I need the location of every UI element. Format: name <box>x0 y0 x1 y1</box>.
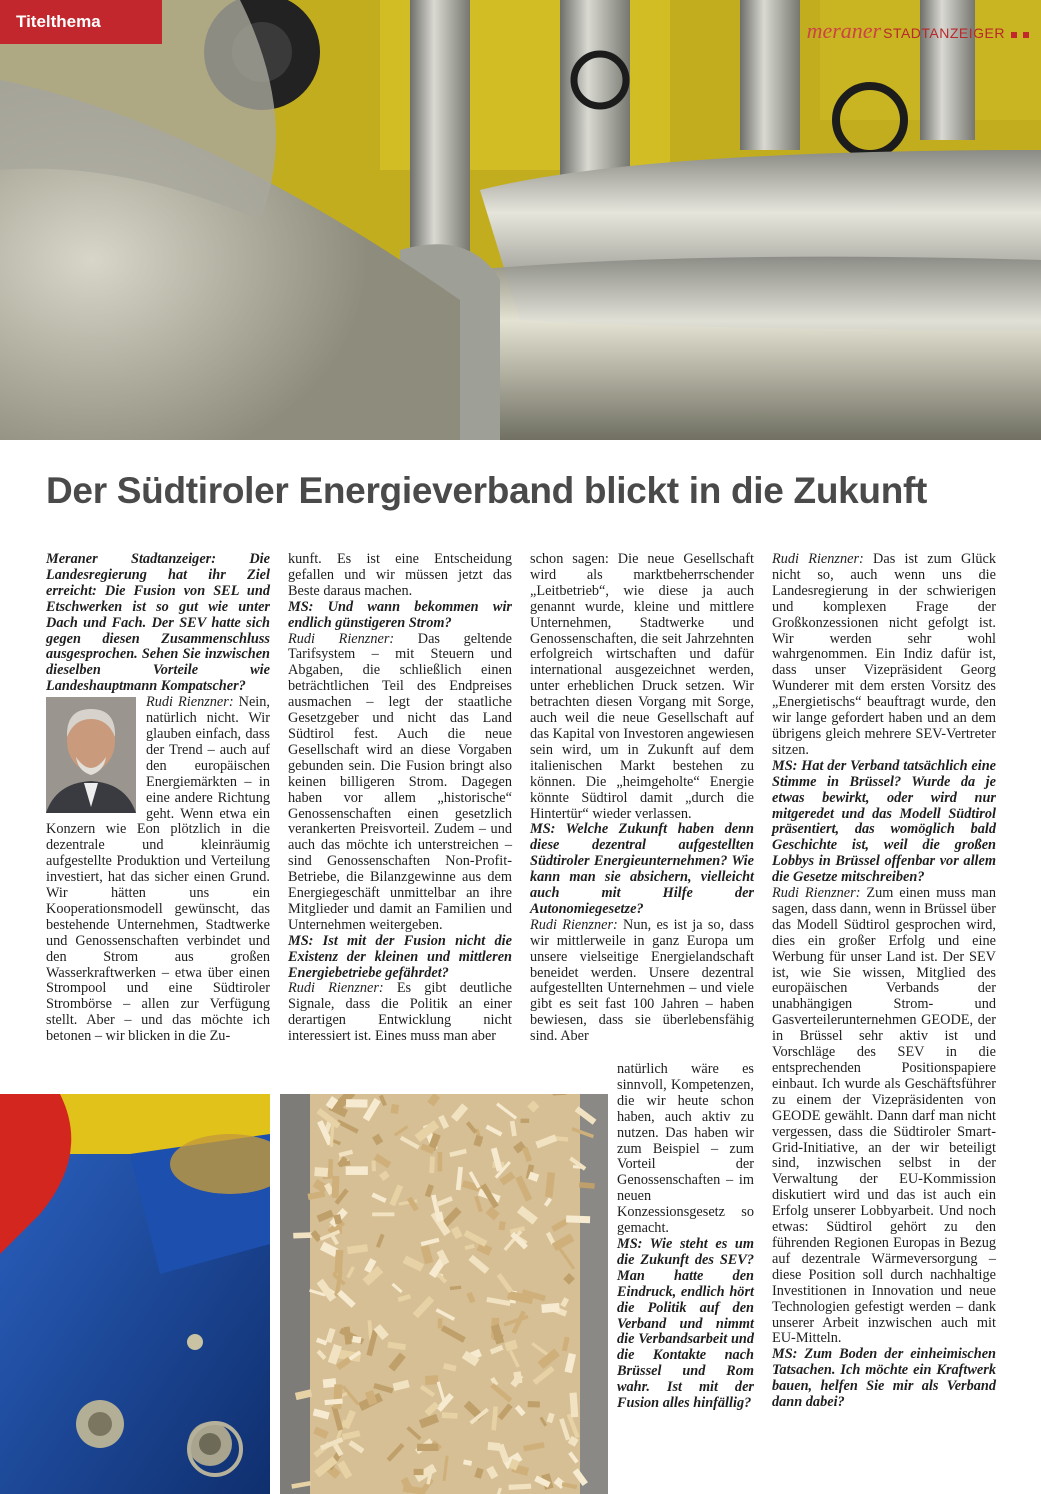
interview-answer <box>288 632 512 934</box>
speaker-name: Rudi Rienzner: <box>288 980 384 997</box>
article-column-4 <box>772 552 996 1411</box>
wood-chips-photo <box>280 1094 608 1494</box>
answer-text: Nun, es ist ja so, dass wir mittlerweile in ganz Europa um unsere vielseitige Energielandschaft beneidet werden. Unsere dezentral aufgestellten Unternehmen – und viele gibt es seit fast 100 Jahren – haben bewiesen, dass sie überlebensfähig sind. Aber <box>530 916 754 1045</box>
article-column-3 <box>530 552 754 1045</box>
interview-question: MS: Zum Boden der einheimischen Tatsachen. Ich möchte ein Kraftwerk bauen, helfen Sie mir als Verband dann dabei? <box>772 1346 996 1411</box>
masthead-square-icon <box>1011 32 1017 38</box>
speaker-name: Rudi Rienzner: <box>530 916 618 933</box>
speaker-name: Rudi Rienzner: <box>288 630 395 647</box>
hero-photo <box>0 0 1041 440</box>
section-label: Titelthema <box>0 0 162 44</box>
answer-text: Das geltende Tarifsystem – mit Steuern und Abgaben, die schließlich einen beträchtlichen Teil des Endpreises ausmachen – legt der staatliche Gesetzgeber und nicht das Land Südtirol fest. Auch die neue Gesellschaft wird an diese Vorgaben gebunden sein. Die Fusion bringt also keinen billigeren Strom. Dagegen haben vor allem „historische“ Genossenschaften einen gesetzlich verankerten Preisvorteil. Zudem – und auch das möchte ich unterstreichen – sind Genossenschaften Non-Profit-Betriebe, die Bilanzgewinne aus dem Energiegeschäft unmittelbar an ihre Mitglieder und damit an Familien und Unternehmen weitergeben. <box>288 630 512 933</box>
answer-text: Zum einen muss man sagen, dass dann, wenn in Brüssel über das Modell Südtirol gesprochen wird, dies ein großer Erfolg und eine Werbung für unser Land ist. Der SEV ist, wie Sie wissen, Mitglied des europäischen Verbands der unabhängigen Strom- und Gasverteilerunternehmen GEODE, der in Brüssel sehr aktiv ist und Vorschläge des SEV in die entsprechenden Positionspapiere einbaut. Ich wurde als Geschäftsführer zu einem der Vizepräsidenten von GEODE gewählt. Dann darf man nicht vergessen, dass die Südtiroler Smart-Grid-Initiative, an der wir beteiligt sind, inzwischen selbst in der Verwaltung der EU-Kommission diskutiert wird und das ist auch ein Erfolg unserer Lobbyarbeit. Und noch etwas: Südtirol gehört zu den führenden Regionen Europas in Bezug auf dezentrale Wärmeversorgung – diese Position soll durch nachhaltige Investitionen in Innovation und neue Technologien gefestigt werden – dank unserer Arbeit inzwischen auch mit EU-Mitteln. <box>772 885 996 1347</box>
article-headline: Der Südtiroler Energieverband blickt in die Zukunft <box>46 470 928 511</box>
flange-photo <box>0 1094 270 1494</box>
interview-question: MS: Ist mit der Fusion nicht die Existenz der kleinen und mittleren Energiebetriebe gefährdet? <box>288 932 512 981</box>
article-column-1 <box>46 552 270 1045</box>
interview-answer <box>288 981 512 1045</box>
speaker-name: Rudi Rienzner: <box>772 551 864 567</box>
article-column-2 <box>288 552 512 1045</box>
interview-answer <box>530 918 754 1045</box>
hero-photo-pipes <box>0 0 1041 440</box>
answer-text: Nein, natürlich nicht. Wir glauben einfach, dass der Trend – auch auf den europäischen Energiemärkten – in eine andere Richtung geht. Wenn etwa ein Konzern wie Eon plötzlich in die dezentrale und kleinräumig aufgestellte Produktion und Verteilung investiert, hat das sicher einen Grund. Wir hätten uns ein Kooperationsmodell gewünscht, das bestehende Unternehmen, Stadtwerke und Genossenschaften verbindet und den Strom aus großen Wasserkraftwerken – etwa über einen Strompool und eine Südtiroler Strombörse – allen zur Verfügung stellt. Aber – und das möchte ich betonen – wir blicken in die Zu- <box>46 694 270 1045</box>
answer-text: Es gibt deutliche Signale, dass die Politik an einer derartigen Entwicklung nicht interessiert ist. Eines muss man aber <box>288 980 512 1045</box>
interview-question: MS: Wie steht es um die Zukunft des SEV? Man hatte den Eindruck, endlich hört die Politik auf den Verband und nimmt die Verbandsarbeit und die Kontakte nach Brüssel und Rom wahr. Ist mit der Fusion alles hinfällig? <box>617 1235 754 1412</box>
speaker-name: Rudi Rienzner: <box>772 885 861 902</box>
answer-continuation: natürlich wäre es sinnvoll, Kompetenzen, die wir heute schon haben, auch aktiv zu nutzen. Das haben wir zum Beispiel – zum Vorteil der Genossenschaften – im neuen Konzessionsgesetz so gemacht. <box>617 1061 754 1237</box>
interview-question: MS: Hat der Verband tatsächlich eine Stimme in Brüssel? Wurde da je etwas bewirkt, oder wird nur mitgeredet und das Modell Südtirol präsentiert, das womöglich bald Geschichte ist, weil die großen Lobbys in Brüssel offenbar vor allem die Gesetze mitschreiben? <box>772 757 996 886</box>
interview-question: MS: Und wann bekommen wir endlich günstigeren Strom? <box>288 598 512 631</box>
answer-continuation: schon sagen: Die neue Gesellschaft wird als marktbeherrschender „Leitbetrieb“, wie diese ja auch genannt wurde, kleine und mittlere Unternehmen, Stadtwerke und Genossenschaften, die seit Jahrzehnten erfolgreich wirtschaften und dafür international ausgezeichnet werden, unter erheblichen Druck setzen. Wir betrachten diesen Vorgang mit Sorge, auch weil die neue Gesellschaft auf das Kapital von Investoren angewiesen sein wird, um in Zukunft auf dem italienischen Markt bestehen zu können. Die „heimgeholte“ Energie könnte Südtirol damit „durch die Hintertür“ wieder verlassen. <box>530 551 754 822</box>
answer-continuation: kunft. Es ist eine Entscheidung gefallen und wir müssen jetzt das Beste daraus machen. <box>288 551 512 599</box>
interview-answer <box>772 886 996 1347</box>
masthead-logo <box>807 18 1029 44</box>
interview-question: MS: Welche Zukunft haben denn diese dezentral aufgestellten Südtiroler Energieunternehmen? Wie kann man sie absichern, vielleicht auch mit Hilfe der Autonomiegesetze? <box>530 821 754 917</box>
speaker-name: Rudi Rienzner: <box>146 694 234 711</box>
portrait-photo <box>46 697 136 813</box>
answer-text: Das ist zum Glück nicht so, auch wenn uns die Landesregierung in der schwierigen und komplexen Frage der Großkonzessionen nicht gefolgt ist. Wir werden sehr wohl wahrgenommen. Ein Indiz dafür ist, dass unser Vizepräsident Georg Wunderer mit dem ersten Vorsitz des „Energietischs“ beauftragt wurde, den wir lange gefordert haben und an dem übrigens gleich mehrere SEV-Vertreter sitzen. <box>772 551 996 758</box>
interview-question: Meraner Stadtanzeiger: Die Landesregierung hat ihr Ziel erreicht: Die Fusion von SEL und Etschwerken ist so gut wie unter Dach und Fach. Der SEV hatte sich gegen diesen Zusammenschluss ausgesprochen. Sehen Sie inzwischen dieselben Vorteile wie Landeshauptmann Kompatscher? <box>46 551 270 695</box>
article-column-3-narrow <box>617 1062 754 1412</box>
masthead-part2: STADTANZEIGER <box>883 25 1005 41</box>
interview-answer <box>772 552 996 759</box>
masthead-square-icon <box>1023 32 1029 38</box>
masthead-part1: meraner <box>806 18 882 43</box>
